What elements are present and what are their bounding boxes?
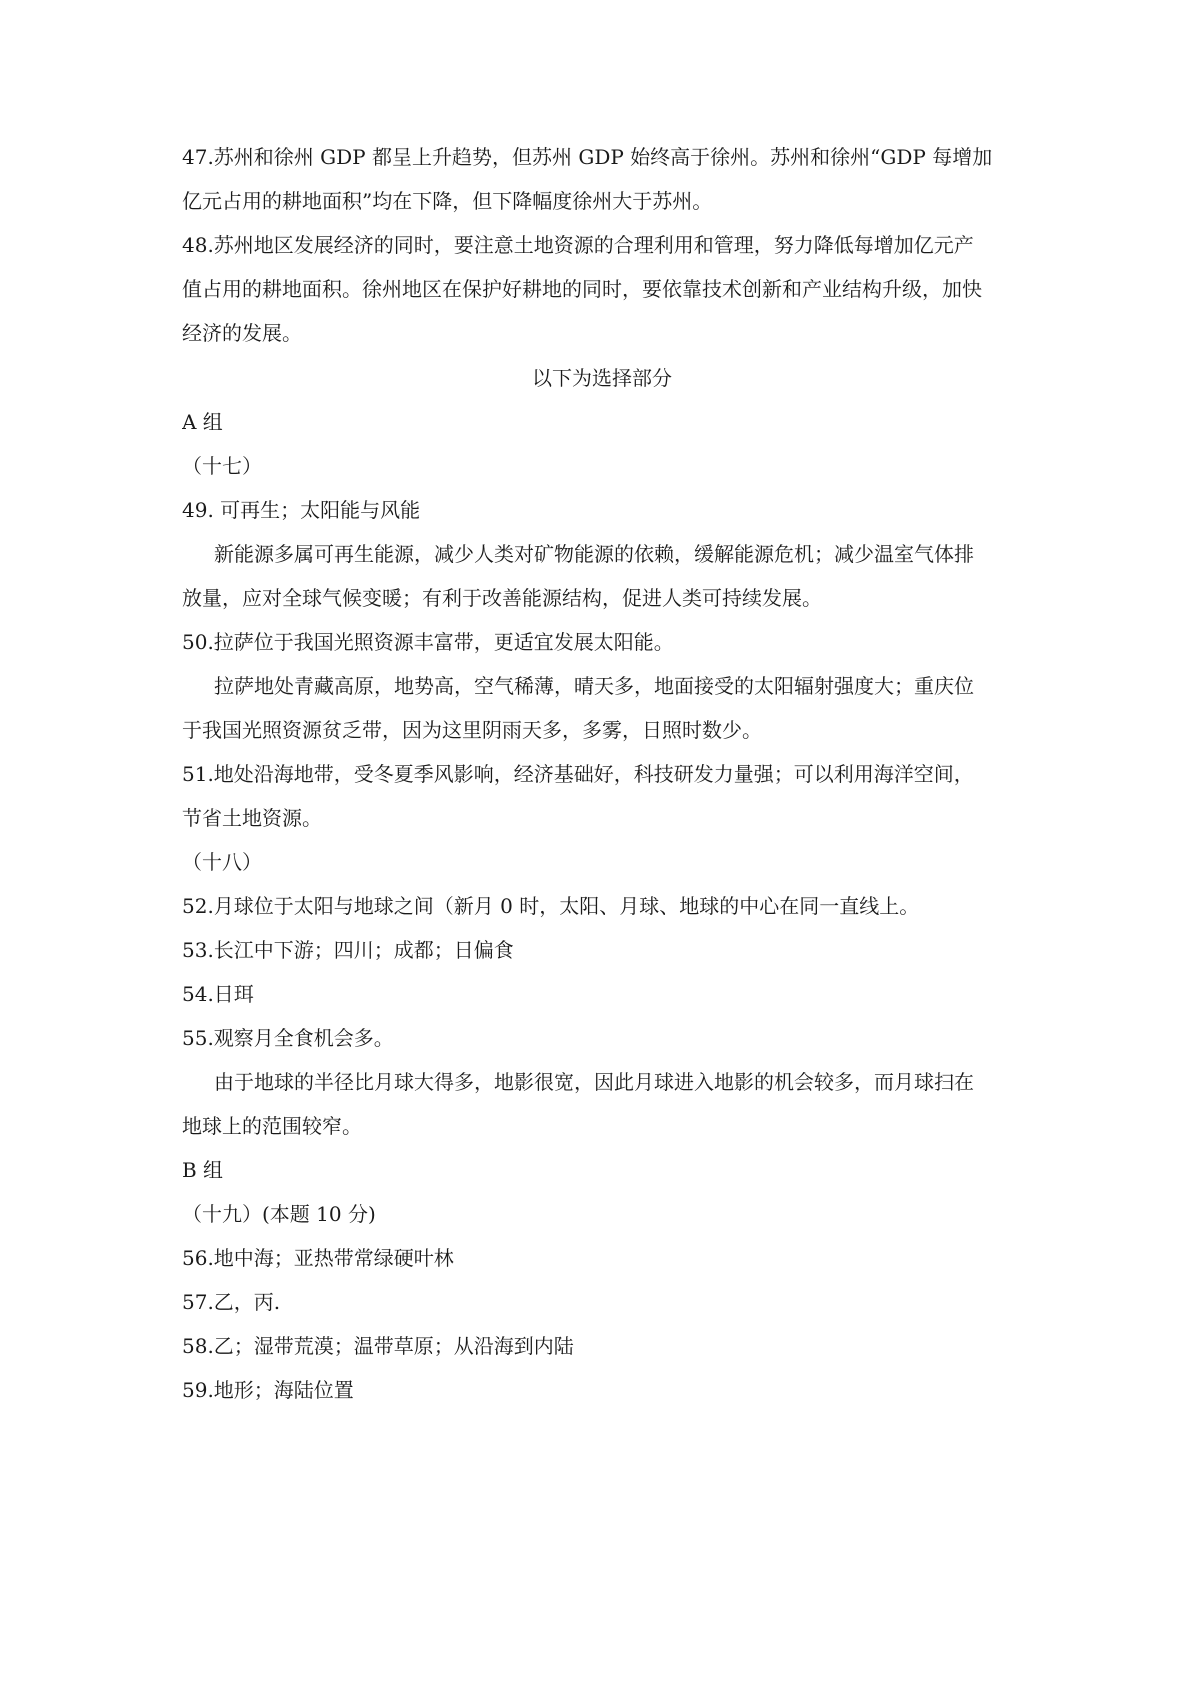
group-a-heading: A 组 [182,410,223,434]
answer-47-line-2: 亿元占用的耕地面积”均在下降，但下降幅度徐州大于苏州。 [182,189,713,213]
answer-53: 53.长江中下游；四川；成都；日偏食 [182,938,514,962]
answer-51-line-1: 51.地处沿海地带，受冬夏季风影响，经济基础好，科技研发力量强；可以利用海洋空间， [182,762,974,786]
answer-57: 57.乙，丙. [182,1290,281,1314]
group-b-heading: B 组 [182,1158,224,1182]
answer-49: 49. 可再生；太阳能与风能 [182,498,421,522]
answer-50-para-line-2: 于我国光照资源贫乏带，因为这里阴雨天多，多雾，日照时数少。 [182,718,762,742]
answer-56: 56.地中海；亚热带常绿硬叶林 [182,1246,454,1270]
question-18-heading: （十八） [182,850,262,874]
answer-49-para-line-2: 放量，应对全球气候变暖；有利于改善能源结构，促进人类可持续发展。 [182,586,822,610]
answer-50-para-line-1: 拉萨地处青藏高原，地势高，空气稀薄，晴天多，地面接受的太阳辐射强度大；重庆位 [214,674,974,698]
answer-48-line-3: 经济的发展。 [182,321,302,345]
answer-50: 50.拉萨位于我国光照资源丰富带，更适宜发展太阳能。 [182,630,674,654]
answer-51-line-2: 节省土地资源。 [182,806,322,830]
answer-48-line-1: 48.苏州地区发展经济的同时，要注意土地资源的合理利用和管理，努力降低每增加亿元产 [182,233,974,257]
answer-47-line-1: 47.苏州和徐州 GDP 都呈上升趋势，但苏州 GDP 始终高于徐州。苏州和徐州“GDP 每增加 [182,145,993,169]
answer-58: 58.乙；湿带荒漠；温带草原；从沿海到内陆 [182,1334,574,1358]
answer-55-para-line-1: 由于地球的半径比月球大得多，地影很宽，因此月球进入地影的机会较多，而月球扫在 [214,1070,974,1094]
answer-55-para-line-2: 地球上的范围较窄。 [182,1114,362,1138]
answer-49-para-line-1: 新能源多属可再生能源，减少人类对矿物能源的依赖，缓解能源危机；减少温室气体排 [214,542,974,566]
answer-52: 52.月球位于太阳与地球之间（新月 0 时，太阳、月球、地球的中心在同一直线上。 [182,894,920,918]
answer-54: 54.日珥 [182,982,254,1006]
section-heading: 以下为选择部分 [532,366,672,390]
question-19-heading: （十九）(本题 10 分) [182,1202,376,1226]
answer-55: 55.观察月全食机会多。 [182,1026,394,1050]
answer-59: 59.地形；海陆位置 [182,1378,354,1402]
answer-48-line-2: 值占用的耕地面积。徐州地区在保护好耕地的同时，要依靠技术创新和产业结构升级，加快 [182,277,982,301]
question-17-heading: （十七） [182,454,262,478]
